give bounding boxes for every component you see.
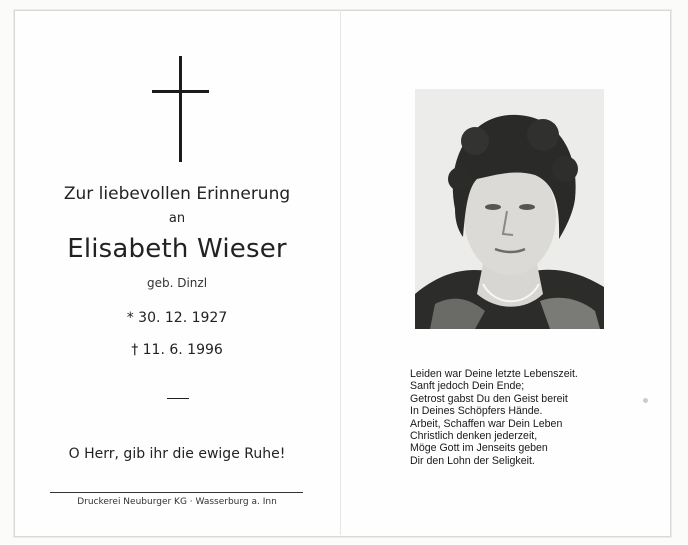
paper-speck [643, 398, 648, 403]
poem-line: Christlich denken jederzeit, [410, 430, 538, 443]
left-page [14, 10, 340, 535]
poem-line: Dir den Lohn der Seligkeit. [410, 454, 535, 467]
memorial-an: an [168, 211, 186, 226]
cross-icon-bar [152, 90, 209, 93]
memorial-heading: Zur liebevollen Erinnerung [63, 184, 291, 204]
memorial-poem [410, 368, 578, 467]
poem-line: Leiden war Deine letzte Lebenszeit. [410, 368, 578, 380]
birth-date: * 30. 12. 1927 [126, 310, 228, 326]
printer-rule [50, 492, 303, 493]
poem-line: Getrost gabst Du den Geist bereit [410, 392, 568, 405]
poem-line: Sanft jedoch Dein Ende; [410, 380, 525, 393]
prayer-line: O Herr, gib ihr die ewige Ruhe! [68, 446, 286, 462]
portrait-photo-image [415, 89, 604, 329]
poem-line: Arbeit, Schaffen war Dein Leben [410, 417, 563, 430]
poem-line: Möge Gott im Jenseits geben [410, 442, 548, 455]
cross-icon [179, 56, 182, 162]
divider-dash [167, 398, 189, 399]
death-date: † 11. 6. 1996 [131, 342, 223, 358]
portrait-photo [415, 89, 604, 329]
maiden-name: geb. Dinzl [146, 276, 208, 290]
poem-line: In Deines Schöpfers Hände. [410, 405, 543, 418]
printer-credit: Druckerei Neuburger KG · Wasserburg a. Inn [77, 497, 277, 507]
right-page [341, 10, 669, 535]
deceased-name: Elisabeth Wieser [67, 234, 287, 264]
